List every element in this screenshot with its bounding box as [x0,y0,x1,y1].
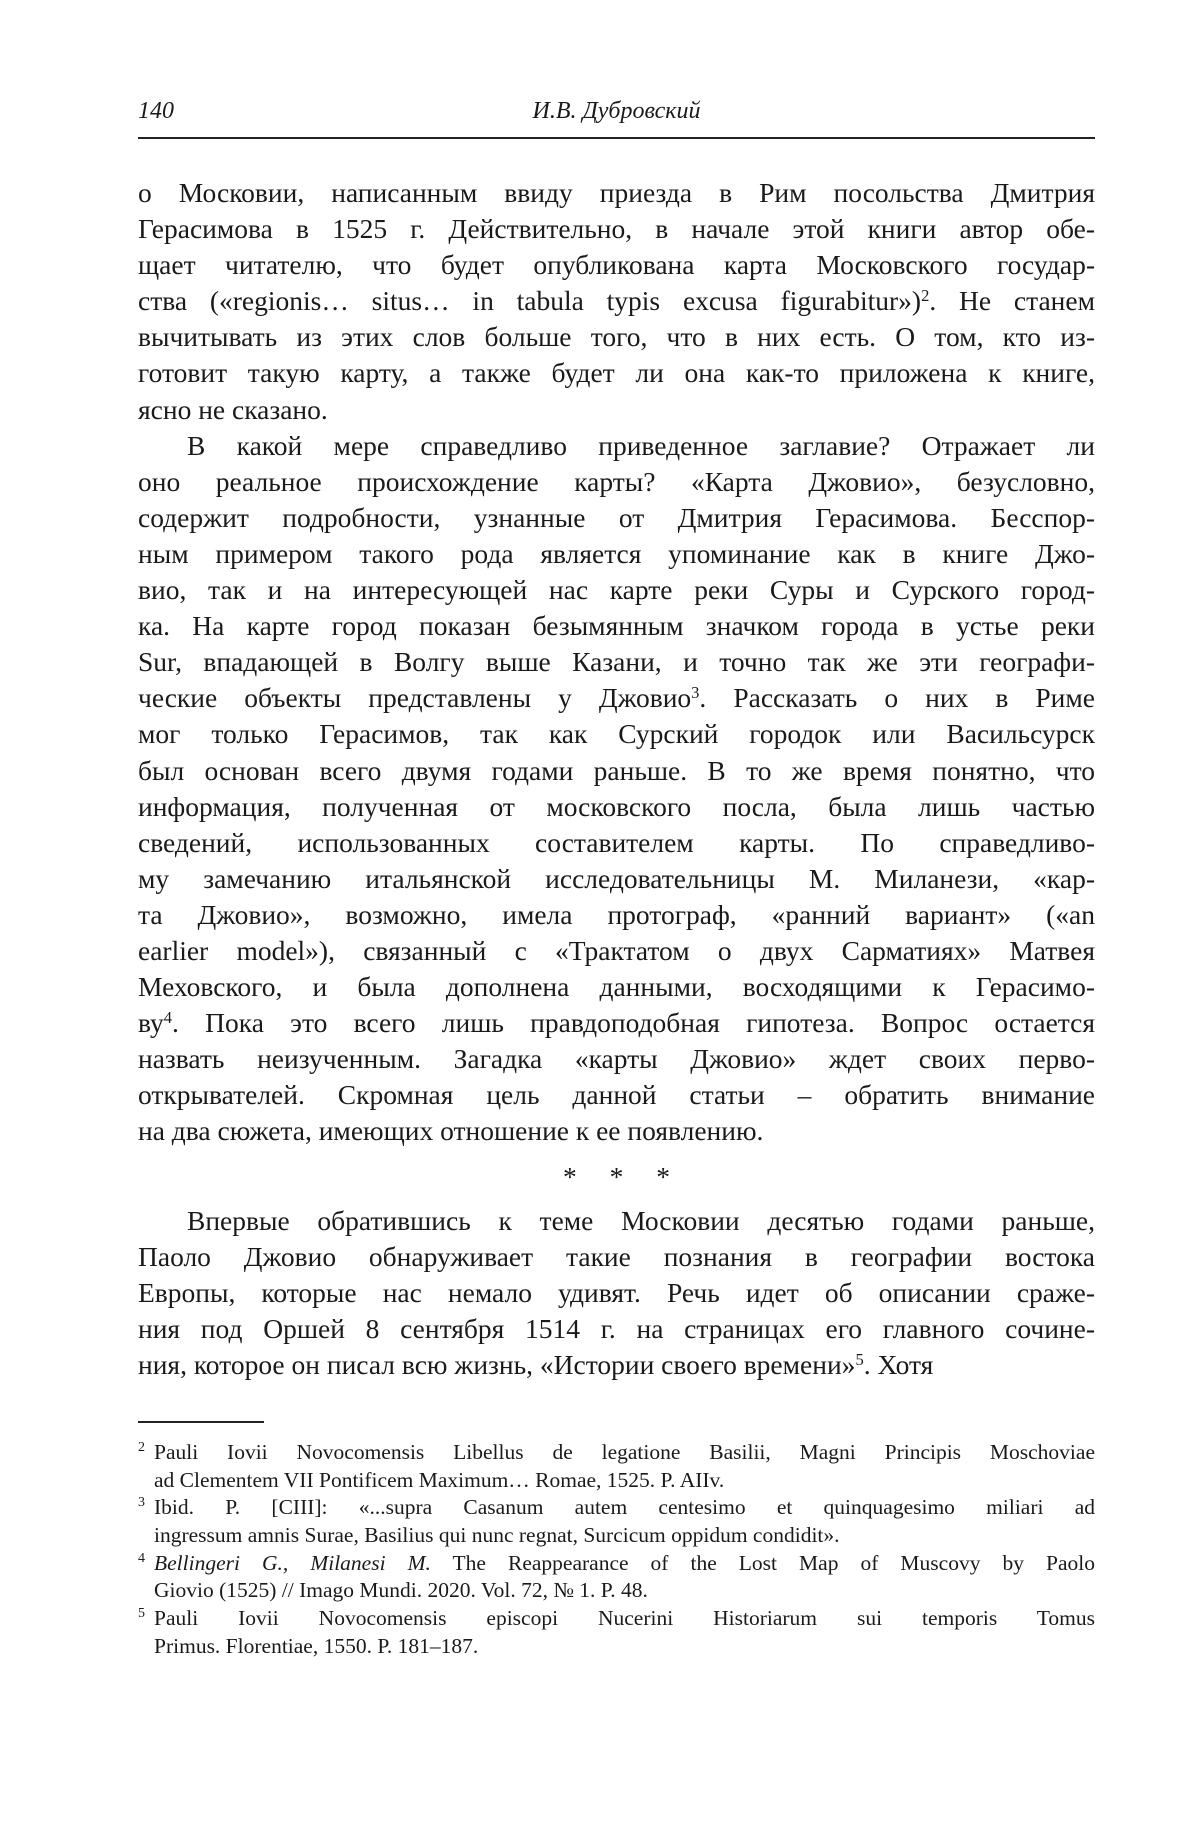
text-line [138,861,1095,897]
text-segment: на два сюжета, имеющих отношение к ее появлению. [138,1115,764,1147]
footnote [138,1550,1095,1605]
footnote [138,1494,1095,1549]
paragraph [138,1203,1095,1383]
text-line [138,355,1095,391]
text-segment: сведений, использованных составителем карты. По справедливо- [138,826,1095,858]
text-line [138,753,1095,789]
text-segment: назвать неизученным. Загадка «карты Джовио» ждет своих перво- [138,1043,1095,1075]
text-segment: Меховского, и была дополнена данными, восходящими к Герасимо- [138,971,1095,1003]
page-number: 140 [138,98,174,124]
author-names: Bellingeri G., Milanesi M. [154,1550,431,1575]
text-segment: В какой мере справедливо приведенное заглавие? Отражает ли [187,429,1095,461]
text-segment: . Не станем [929,285,1096,317]
section-separator: * * * [563,1160,670,1192]
text-segment: Паоло Джовио обнаруживает такие познания в географии востока [138,1240,1095,1272]
text-line [138,1239,1095,1275]
text-line [138,608,1095,644]
footnote-number: 4 [138,1550,145,1566]
text-line [154,1494,1095,1522]
text-segment: ческие объекты представлены у Джовио [138,682,692,714]
running-header [138,98,1095,130]
text-line [138,1347,1095,1383]
text-segment: ства («regionis… situs… in tabula typis excusa figurabitur») [138,285,922,317]
text-segment: Pauli Iovii Novocomensis Libellus de legatione Basilii, Magni Principis Moschoviae [154,1440,1095,1464]
text-line [138,572,1095,608]
text-segment: та Джовио», возможно, имела протограф, «ранний вариант» («an [138,898,1095,930]
text-line [138,897,1095,933]
text-segment: ву [138,1007,164,1039]
text-segment: . Хотя [863,1348,934,1380]
text-line [138,211,1095,247]
footnote-ref: 3 [691,683,700,703]
footnote-number: 5 [138,1606,145,1622]
text-line [154,1577,1095,1605]
text-line [138,680,1095,716]
text-line [138,536,1095,572]
text-line [138,969,1095,1005]
header-rule [138,137,1095,139]
text-segment: ясно не сказано. [138,393,328,425]
text-line [138,175,1095,211]
text-segment: вио, так и на интересующей нас карте реки Суры и Сурского город- [138,574,1095,606]
text-line [138,644,1095,680]
text-line [154,1550,1095,1578]
footnote [138,1605,1095,1660]
footnote-ref: 4 [163,1008,173,1028]
text-segment: The Reappearance of the Lost Map of Muscovy by Paolo [430,1550,1095,1575]
text-segment: Европы, которые нас немало удивят. Речь идет об описании сраже- [138,1276,1095,1308]
text-segment: Впервые обратившись к теме Московии десятью годами раньше, [187,1204,1095,1236]
text-segment: открывателей. Скромная цель данной статьи – обратить внимание [138,1079,1095,1111]
text-segment: . Пока это всего лишь правдоподобная гипотеза. Вопрос остается [172,1007,1095,1039]
text-line [138,283,1095,319]
footnote-ref: 2 [921,286,930,306]
text-line [138,1077,1095,1113]
body-text [138,175,1095,1383]
text-line [154,1467,1095,1495]
text-line [138,1041,1095,1077]
text-line [138,500,1095,536]
text-line [138,789,1095,825]
paragraph [138,428,1095,1150]
text-segment: мог только Герасимов, так как Сурский городок или Васильсурск [138,718,1095,750]
text-segment: ния под Оршей 8 сентября 1514 г. на страницах его главного сочине- [138,1312,1095,1344]
paragraph [138,175,1095,428]
text-segment: был основан всего двумя годами раньше. В то же время понятно, что [138,754,1095,786]
footnote-number: 3 [138,1495,145,1511]
text-segment: щает читателю, что будет опубликована карта Московского государ- [138,249,1095,281]
text-segment: оно реальное происхождение карты? «Карта Джовио», безусловно, [138,465,1095,497]
text-segment: Герасимова в 1525 г. Действительно, в начале этой книги автор обе- [138,213,1095,245]
footnotes [138,1439,1095,1661]
text-line [154,1605,1095,1633]
text-segment: вычитывать из этих слов больше того, что в них есть. О том, кто из- [138,321,1095,353]
footnote-ref: 5 [855,1349,864,1369]
text-line [138,392,1095,428]
text-segment: готовит такую карту, а также будет ли она как-то приложена к книге, [138,357,1095,389]
text-segment: му замечанию итальянской исследовательницы М. Миланези, «кар- [138,862,1095,894]
text-segment: Sur, впадающей в Волгу выше Казани, и точно так же эти географи- [138,646,1095,678]
text-line [154,1522,1095,1550]
footnote [138,1439,1095,1494]
text-line [138,1311,1095,1347]
text-line [138,428,1095,464]
text-segment: ad Clementem VII Pontificem Maximum… Romae, 1525. P. AIIv. [154,1467,725,1492]
text-line [138,825,1095,861]
text-line [138,716,1095,752]
text-segment: earlier model»), связанный с «Трактатом о двух Сарматиях» Матвея [138,934,1095,966]
text-segment: ния, которое он писал всю жизнь, «Истории своего времени» [138,1348,856,1380]
footnote-number: 2 [138,1440,145,1455]
text-line [138,1275,1095,1311]
text-segment: Ibid. P. [CIII]: «...supra Casanum autem centesimo et quinquagesimo miliari ad [154,1495,1095,1520]
text-segment: информация, полученная от московского посла, была лишь частью [138,790,1095,822]
text-line [138,319,1095,355]
text-line [138,1113,1095,1149]
text-line [138,933,1095,969]
text-line [138,1203,1095,1239]
footnote-separator [138,1421,264,1423]
text-segment: ным примером такого рода является упоминание как в книге Джо- [138,537,1095,569]
text-line [138,247,1095,283]
text-line [154,1633,1095,1661]
text-segment: ка. На карте город показан безымянным значком города в устье реки [138,610,1095,642]
running-title: И.В. Дубровский [532,98,701,124]
text-line [138,1005,1095,1041]
text-segment: Primus. Florentiae, 1550. P. 181–187. [154,1633,479,1658]
text-segment: о Московии, написанным ввиду приезда в Рим посольства Дмитрия [138,177,1095,208]
text-line [154,1439,1095,1467]
text-segment: . Рассказать о них в Риме [699,682,1095,714]
text-segment: Giovio (1525) // Imago Mundi. 2020. Vol. 72, № 1. P. 48. [154,1578,648,1603]
text-segment: Pauli Iovii Novocomensis episcopi Nucerini Historiarum sui temporis Tomus [154,1606,1095,1631]
text-line [138,464,1095,500]
text-segment: содержит подробности, узнанные от Дмитрия Герасимова. Бесспор- [138,501,1095,533]
text-segment: ingressum amnis Surae, Basilius qui nunc regnat, Surcicum oppidum condidit». [154,1523,840,1548]
